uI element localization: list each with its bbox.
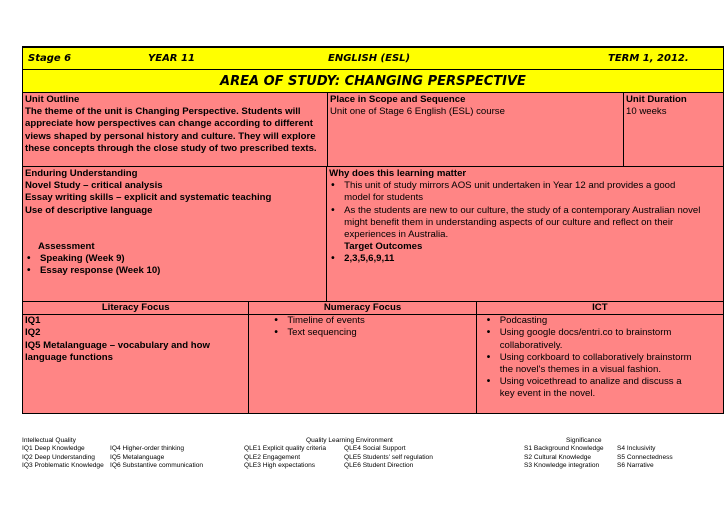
focus-row bbox=[22, 302, 724, 414]
iq-legend bbox=[22, 437, 247, 471]
ict-list bbox=[477, 315, 723, 400]
literacy-line: IQ5 Metalanguage – vocabulary and how language functions bbox=[25, 339, 210, 363]
place-text: Unit one of Stage 6 English (ESL) course bbox=[330, 106, 505, 118]
outcomes-list bbox=[329, 253, 721, 265]
assessment-item: • Speaking (Week 9) bbox=[25, 253, 324, 265]
qle-heading: Quality Learning Environment bbox=[306, 437, 393, 444]
ict-item: • Using google docs/entri.co to brainstorm collaboratively. bbox=[485, 327, 697, 351]
enduring-heading: Enduring Understanding bbox=[25, 168, 138, 179]
iq-heading: Intellectual Quality bbox=[22, 437, 76, 444]
significance-item: S2 Cultural Knowledge bbox=[524, 453, 592, 461]
place-cell bbox=[328, 93, 624, 166]
numeracy-heading: Numeracy Focus bbox=[249, 302, 475, 315]
enduring-line: Use of descriptive language bbox=[25, 204, 153, 216]
planning-table bbox=[22, 46, 724, 414]
numeracy-item: • Text sequencing bbox=[272, 327, 473, 339]
qle-item: QLE4 Social Support bbox=[344, 445, 406, 453]
why-cell bbox=[327, 167, 723, 301]
qle-item: QLE5 Students' self regulation bbox=[344, 453, 433, 461]
enduring-cell bbox=[23, 167, 327, 301]
unit-outline-text: The theme of the unit is Changing Perspective. Students will appreciate how perspectives can change according to different views shaped by personal history and culture. They will explore these concepts through the close study of two prescribed texts. bbox=[25, 106, 317, 154]
qle-item: QLE3 High expectations bbox=[244, 462, 316, 470]
significance-item: S5 Connectedness bbox=[617, 453, 673, 461]
literacy-cell bbox=[23, 302, 249, 413]
assessment-list bbox=[25, 253, 324, 277]
duration-cell bbox=[624, 93, 723, 166]
outcomes-heading: Target Outcomes bbox=[344, 241, 423, 252]
place-heading: Place in Scope and Sequence bbox=[330, 94, 466, 105]
literacy-line: IQ2 bbox=[25, 327, 41, 339]
assessment-block bbox=[25, 241, 324, 278]
numeracy-list bbox=[249, 315, 475, 339]
header-row bbox=[22, 46, 724, 70]
qle-item: QLE6 Student Direction bbox=[344, 462, 414, 470]
literacy-heading: Literacy Focus bbox=[23, 302, 248, 315]
numeracy-item: • Timeline of events bbox=[272, 315, 473, 327]
unit-outline-row bbox=[22, 93, 724, 167]
iq-item: IQ5 Metalanguage bbox=[110, 453, 165, 461]
ict-item: • Podcasting bbox=[485, 315, 697, 327]
why-heading: Why does this learning matter bbox=[329, 168, 467, 179]
iq-item: IQ1 Deep Knowledge bbox=[22, 445, 85, 453]
significance-item: S6 Narrative bbox=[617, 462, 654, 470]
enduring-line: Essay writing skills – explicit and systematic teaching bbox=[25, 192, 272, 204]
understanding-row bbox=[22, 167, 724, 302]
stage-label: Stage 6 bbox=[28, 53, 72, 64]
assessment-heading: Assessment bbox=[38, 241, 95, 252]
ict-heading: ICT bbox=[477, 302, 723, 315]
ict-item: • Using voicethread to analize and discuss a key event in the novel. bbox=[485, 376, 697, 400]
ict-item: • Using corkboard to collaboratively brainstorm the novel's themes in a visual fashion. bbox=[485, 352, 697, 376]
iq-item: IQ3 Problematic Knowledge bbox=[22, 462, 104, 470]
numeracy-cell bbox=[249, 302, 476, 413]
term-label: TERM 1, 2012. bbox=[608, 53, 689, 64]
unit-outline-cell bbox=[23, 93, 328, 166]
duration-heading: Unit Duration bbox=[626, 94, 687, 105]
outcomes-item: • 2,3,5,6,9,11 bbox=[329, 253, 721, 265]
why-item: • This unit of study mirrors AOS unit undertaken in Year 12 and provides a good model for students bbox=[329, 180, 701, 204]
literacy-line: IQ1 bbox=[25, 315, 41, 327]
significance-item: S3 Knowledge integration bbox=[524, 462, 600, 470]
enduring-line: Novel Study – critical analysis bbox=[25, 180, 163, 192]
outcomes-block bbox=[329, 241, 721, 265]
significance-item: S1 Background Knowledge bbox=[524, 445, 604, 453]
significance-heading: Significance bbox=[566, 437, 602, 444]
iq-item: IQ2 Deep Understanding bbox=[22, 453, 95, 461]
why-list bbox=[329, 180, 721, 241]
iq-item: IQ6 Substantive communication bbox=[110, 462, 204, 470]
ict-cell bbox=[477, 302, 723, 413]
iq-item: IQ4 Higher-order thinking bbox=[110, 445, 185, 453]
page-title: AREA OF STUDY: CHANGING PERSPECTIVE bbox=[220, 73, 526, 89]
unit-outline-heading: Unit Outline bbox=[25, 94, 80, 105]
why-item: • As the students are new to our culture, the study of a contemporary Australian novel might benefit them in understanding aspects of our culture and reflect on their experiences in Australia. bbox=[329, 205, 701, 242]
qle-legend bbox=[244, 437, 474, 471]
significance-item: S4 Inclusivity bbox=[617, 445, 656, 453]
title-row bbox=[22, 70, 724, 93]
significance-legend bbox=[524, 437, 724, 471]
assessment-item: • Essay response (Week 10) bbox=[25, 265, 324, 277]
subject-label: ENGLISH (ESL) bbox=[328, 53, 411, 64]
duration-text: 10 weeks bbox=[626, 106, 667, 118]
year-label: YEAR 11 bbox=[148, 53, 195, 64]
qle-item: QLE1 Explicit quality criteria bbox=[244, 445, 327, 453]
qle-item: QLE2 Engagement bbox=[244, 453, 301, 461]
